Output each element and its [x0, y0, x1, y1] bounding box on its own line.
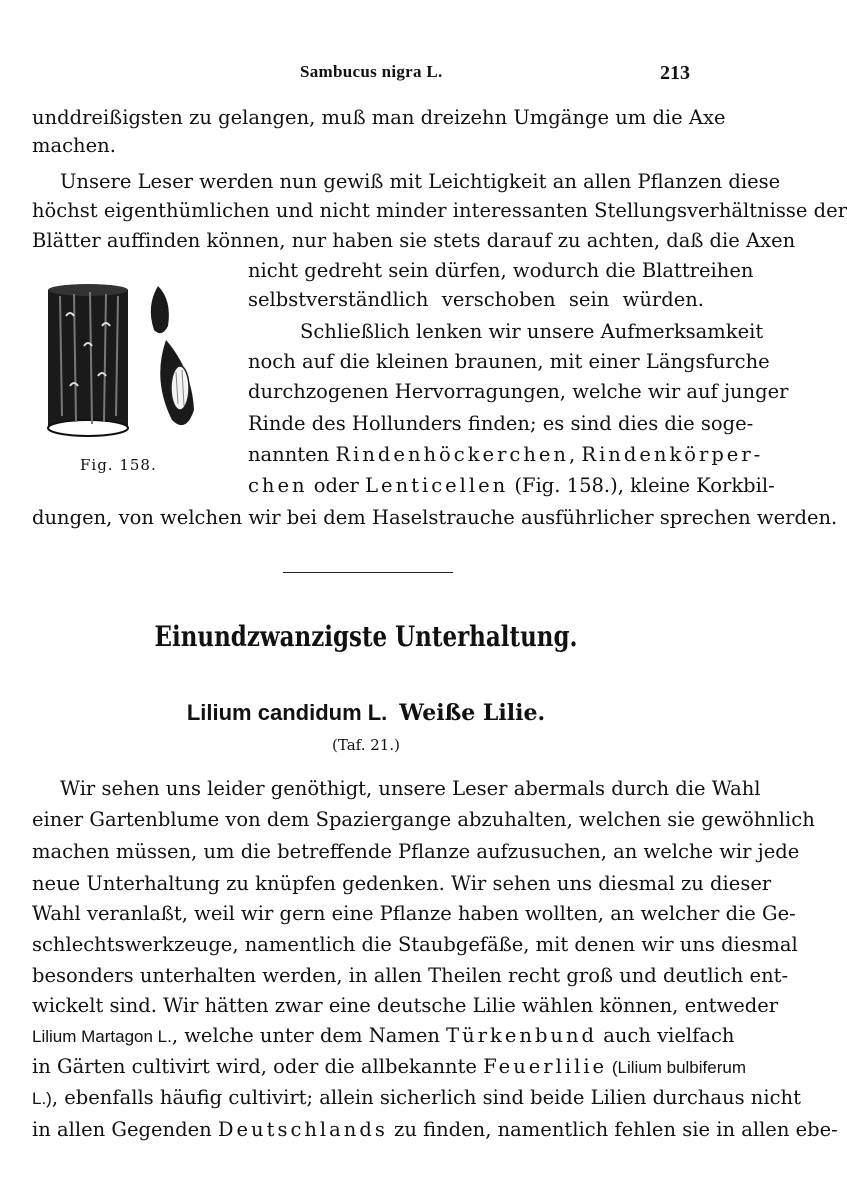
text-span: , [568, 443, 582, 466]
bark-cylinder-illustration [48, 284, 128, 436]
species-latin-name: Lilium candidum L. [186, 700, 388, 725]
text-line: höchst eigenthümlichen und nicht minder interessanten Stellungsverhältnisse der [32, 199, 847, 222]
text-line: noch auf die kleinen braunen, mit einer Längsfurche [248, 350, 770, 373]
running-head [0, 62, 732, 86]
figure-caption: Fig. 158. [80, 456, 157, 474]
text-line [32, 1084, 801, 1113]
text-line: Schließlich lenken wir unsere Aufmerksamkeit [300, 320, 764, 343]
text-line: machen müssen, um die betreffende Pflanze aufzusuchen, an welche wir jede [32, 840, 800, 863]
latin-name-martagon: Lilium Martagon L. [32, 1027, 172, 1046]
text-line [248, 441, 764, 469]
text-line [32, 1022, 735, 1051]
text-line: Wahl veranlaßt, weil wir gern eine Pflanze haben wollten, an welcher die Ge- [32, 902, 796, 925]
text-span: (Fig. 158.), kleine Korkbil- [508, 474, 775, 497]
latin-name-bulbiferum-end: L.) [32, 1089, 52, 1108]
text-span: oder [307, 474, 366, 497]
term-rindenhoeckerchen: Rindenhöckerchen [335, 443, 569, 466]
term-deutschlands: Deutschlands [217, 1118, 388, 1141]
text-line: Rinde des Hollunders finden; es sind dies die soge- [248, 412, 754, 435]
species-german-name: Weiße Lilie. [399, 700, 546, 726]
text-line: Blätter auffinden können, nur haben sie stets darauf zu achten, daß die Axen [32, 229, 796, 252]
text-span: nannten [248, 443, 336, 466]
text-line: unddreißigsten zu gelangen, muß man dreizehn Umgänge um die Axe [32, 106, 726, 129]
running-title: Sambucus nigra L. [300, 62, 443, 81]
term-rindenkoerperchen: Rindenkörper- [581, 443, 764, 466]
term-lenticellen: Lenticellen [365, 474, 509, 497]
section-heading [0, 700, 732, 726]
text-line: Unsere Leser werden nun gewiß mit Leichtigkeit an allen Pflanzen diese [60, 170, 781, 193]
text-line: nicht gedreht sein dürfen, wodurch die Blattreihen [248, 259, 754, 282]
text-line: selbstverständlich verschoben sein würden. [248, 288, 704, 311]
term-tuerkenbund: Türkenbund [446, 1024, 598, 1047]
bark-figure [40, 276, 210, 446]
lenticel-illustration [151, 286, 194, 425]
text-line: besonders unterhalten werden, in allen Theilen recht groß und deutlich ent- [32, 964, 789, 987]
latin-name-bulbiferum: (Lilium bulbiferum [607, 1058, 746, 1077]
text-line: wickelt sind. Wir hätten zwar eine deutsche Lilie wählen können, entweder [32, 994, 779, 1017]
text-span: , welche unter dem Namen [171, 1024, 447, 1047]
text-line: dungen, von welchen wir bei dem Haselstrauche ausführlicher sprechen werden. [32, 506, 838, 529]
text-line [248, 472, 775, 500]
page-number: 213 [660, 62, 690, 84]
term-feuerlilie: Feuerlilie [483, 1055, 608, 1078]
section-divider [283, 572, 453, 573]
text-line: durchzogenen Hervorragungen, welche wir auf junger [248, 380, 789, 403]
text-line [32, 1053, 746, 1082]
plate-reference: (Taf. 21.) [332, 736, 400, 754]
term-rindenkoerperchen-end: chen [248, 474, 308, 497]
text-line [32, 1116, 838, 1144]
text-span: zu finden, namentlich fehlen sie in allen ebe- [387, 1118, 838, 1141]
text-span: auch vielfach [597, 1024, 735, 1047]
text-line: machen. [32, 134, 116, 157]
text-span: , ebenfalls häufig cultivirt; allein sicherlich sind beide Lilien durchaus nicht [51, 1086, 801, 1109]
text-span: in allen Gegenden [32, 1118, 218, 1141]
chapter-title: Einundzwanzigste Unterhaltung. [154, 620, 578, 653]
text-line: neue Unterhaltung zu knüpfen gedenken. Wir sehen uns diesmal zu dieser [32, 872, 772, 895]
text-line: Wir sehen uns leider genöthigt, unsere Leser abermals durch die Wahl [60, 777, 761, 800]
text-line: schlechtswerkzeuge, namentlich die Staubgefäße, mit denen wir uns diesmal [32, 933, 798, 956]
text-line: einer Gartenblume von dem Spaziergange abzuhalten, welchen sie gewöhnlich [32, 808, 815, 831]
text-span: in Gärten cultivirt wird, oder die allbekannte [32, 1055, 484, 1078]
